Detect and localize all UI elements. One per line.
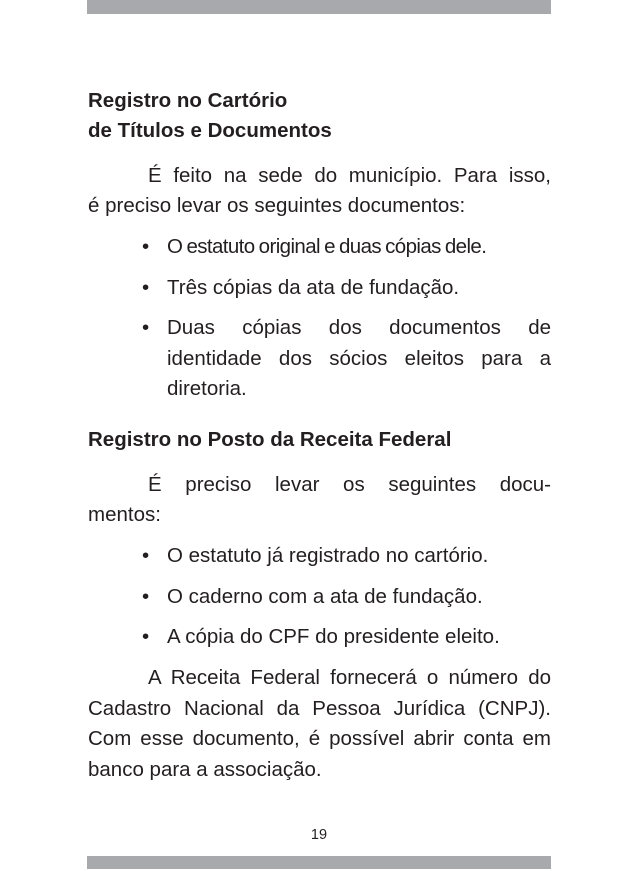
top-decorative-bar xyxy=(87,0,551,14)
bullet-dot: • xyxy=(142,276,150,299)
section2-intro-line1-text: É preciso levar os seguintes docu- xyxy=(148,473,551,496)
section1-bullet-3-text: Duas cópias dos documentos de identidade dos sócios eleitos para a diretoria. xyxy=(167,316,551,400)
section1-intro-line1-text: É feito na sede do município. Para isso, xyxy=(148,164,551,187)
section1-bullet-1-text: O estatuto original e duas cópias dele. xyxy=(167,235,487,258)
section1-bullet-1 xyxy=(142,232,551,263)
section2-intro-line2: mentos: xyxy=(88,503,161,526)
bullet-dot: • xyxy=(142,585,150,608)
page-number: 19 xyxy=(310,827,328,843)
section1-bullet-2-text: Três cópias da ata de fundação. xyxy=(167,276,460,299)
section2-bullet-1 xyxy=(142,541,551,572)
section2-bullet-3-text: A cópia do CPF do presidente eleito. xyxy=(167,625,500,648)
bottom-decorative-bar xyxy=(87,856,551,869)
section2-bullet-2-text: O caderno com a ata de fundação. xyxy=(167,585,483,608)
section2-closing-paragraph xyxy=(88,663,551,785)
section1-title-line1: Registro no Cartório xyxy=(88,89,288,112)
section2-closing-text: A Receita Federal fornecerá o número do Cadastro Nacional da Pessoa Jurídica (CNPJ). Com esse documento, é possível abrir conta em banco para a associação. xyxy=(88,666,551,781)
bullet-dot: • xyxy=(142,316,150,339)
section1-intro-line1 xyxy=(88,161,551,192)
section1-bullet-3 xyxy=(142,313,551,405)
section2-intro-line1 xyxy=(88,470,551,501)
section2-title: Registro no Posto da Receita Federal xyxy=(88,428,452,451)
bullet-dot: • xyxy=(142,235,149,258)
section2-bullet-1-text: O estatuto já registrado no cartório. xyxy=(167,544,489,567)
bullet-dot: • xyxy=(142,544,150,567)
section1-title-line2: de Títulos e Documentos xyxy=(88,119,332,142)
section2-bullet-2 xyxy=(142,582,551,613)
section1-bullet-2 xyxy=(142,273,551,304)
section2-bullet-3 xyxy=(142,622,551,653)
bullet-dot: • xyxy=(142,625,150,648)
section1-intro-line2: é preciso levar os seguintes documentos: xyxy=(88,194,466,217)
